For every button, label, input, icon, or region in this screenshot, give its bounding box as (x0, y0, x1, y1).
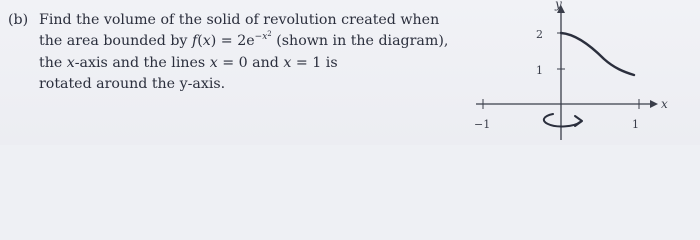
line2-part-b: (shown in the diagram), (271, 32, 449, 49)
line3-part-b: -axis and the lines (74, 55, 210, 71)
y-tick-label-2: 2 (536, 28, 543, 41)
rotation-arrowhead (575, 116, 582, 126)
line3-part-d: = 1 is (291, 55, 338, 71)
exponent-variable: x (262, 31, 268, 42)
exponent-power: 2 (267, 29, 272, 38)
revolution-diagram (470, 0, 700, 145)
problem-line-1 (8, 10, 468, 31)
problem-line-4 (8, 74, 468, 95)
y-tick-label-1: 1 (536, 64, 543, 77)
line2-part-a: the area bounded by (39, 32, 192, 49)
problem-text (8, 10, 468, 94)
function-equals: ) = 2e (210, 32, 255, 49)
exponent-minus: − (254, 31, 263, 42)
exponent (254, 29, 272, 42)
line3-var-x3: x (283, 55, 292, 71)
line3-var-x2: x (209, 55, 218, 71)
line4-text: rotated around the y-axis. (39, 75, 226, 92)
problem-line-3 (8, 53, 468, 74)
x-tick-label-neg1: −1 (474, 118, 491, 131)
problem-line-1-text: Find the volume of the solid of revolution created when (39, 12, 440, 28)
function-curve (561, 33, 634, 75)
problem-line-2 (8, 31, 468, 54)
function-name: f (191, 32, 198, 49)
paren-open: ( (197, 32, 203, 49)
line3-part-c: = 0 and (217, 55, 284, 71)
y-axis-label: y (555, 0, 562, 11)
problem-label: (b) (8, 12, 29, 28)
line3-var-x: x (66, 55, 75, 71)
x-axis-arrow (650, 100, 658, 108)
function-variable: x (202, 32, 211, 49)
line3-part-a: the (39, 55, 67, 71)
x-tick-label-1: 1 (632, 118, 639, 131)
x-axis-label: x (661, 97, 668, 111)
